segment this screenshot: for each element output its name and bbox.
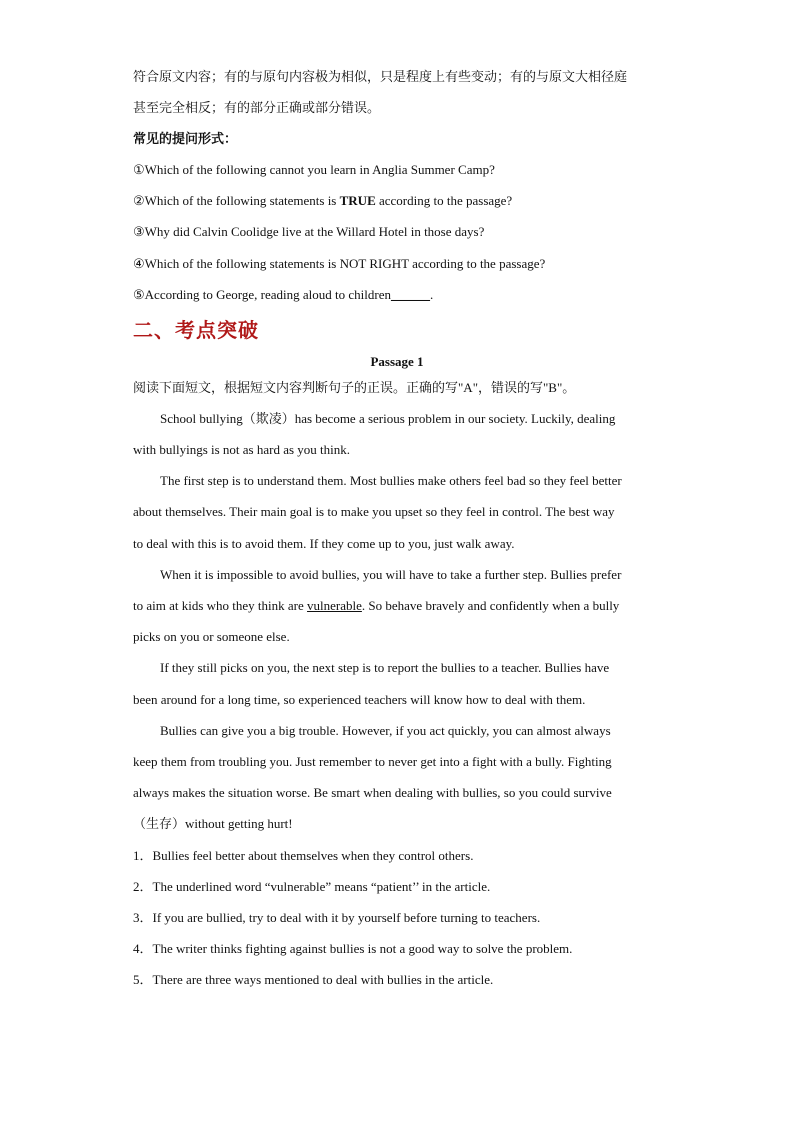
section-heading: 二、考点突破 <box>133 318 259 342</box>
passage-text: to aim at kids who they think are <box>133 598 304 613</box>
question-form-text: According to George, reading aloud to children <box>144 287 391 302</box>
passage-line: been around for a long time, so experienced teachers will know how to deal with them. <box>133 692 586 707</box>
question-form-5 <box>133 285 663 305</box>
passage-text: . So behave bravely and confidently when a bully <box>361 598 620 613</box>
statement-4: 4．The writer thinks fighting against bullies is not a good way to solve the problem. <box>133 941 573 956</box>
underlined-word-vulnerable: vulnerable <box>307 598 362 613</box>
passage-line <box>133 596 663 616</box>
question-form-text: Which of the following cannot you learn in Anglia Summer Camp? <box>144 162 495 177</box>
question-form-3 <box>133 222 663 242</box>
question-forms-title: 常见的提问形式： <box>133 131 238 146</box>
statement-3: 3．If you are bullied, try to deal with it by yourself before turning to teachers. <box>133 910 541 925</box>
question-form-mark: ④ <box>133 256 145 271</box>
statement-5: 5．There are three ways mentioned to deal with bullies in the article. <box>133 972 494 987</box>
question-form-mark: ② <box>133 193 145 208</box>
statement-2: 2．The underlined word “vulnerable” means “patient’’ in the article. <box>133 879 491 894</box>
question-form-2 <box>133 191 663 211</box>
passage-title: Passage 1 <box>370 354 424 369</box>
passage-line: picks on you or someone else. <box>133 629 290 644</box>
question-form-mark: ③ <box>133 224 145 239</box>
question-form-1 <box>133 160 663 180</box>
intro-line-2: 甚至完全相反；有的部分正确或部分错误。 <box>133 100 381 115</box>
passage-line: Bullies can give you a big trouble. However, if you act quickly, you can almost always <box>160 723 611 738</box>
question-form-text: Which of the following statements is NOT RIGHT according to the passage? <box>144 256 546 271</box>
question-form-mark: ① <box>133 162 145 177</box>
passage-line: always makes the situation worse. Be smart when dealing with bullies, so you could survive <box>133 785 612 800</box>
question-form-text: Which of the following statements is <box>144 193 340 208</box>
question-form-text: Why did Calvin Coolidge live at the Willard Hotel in those days? <box>144 224 485 239</box>
passage-line: （生存）without getting hurt! <box>133 816 293 831</box>
statement-1: 1．Bullies feel better about themselves when they control others. <box>133 848 474 863</box>
question-form-text-end: according to the passage? <box>375 193 513 208</box>
passage-line: with bullyings is not as hard as you think. <box>133 442 351 457</box>
question-form-mark: ⑤ <box>133 287 145 302</box>
intro-line-1: 符合原文内容；有的与原句内容极为相似，只是程度上有些变动；有的与原文大相径庭 <box>133 69 628 84</box>
passage-line: to deal with this is to avoid them. If they come up to you, just walk away. <box>133 536 515 551</box>
passage-line: The first step is to understand them. Most bullies make others feel bad so they feel better <box>160 473 622 488</box>
answer-blank: ______ <box>390 287 430 302</box>
passage-line: about themselves. Their main goal is to make you upset so they feel in control. The best way <box>133 504 615 519</box>
question-form-4 <box>133 254 663 274</box>
emphasis-true: TRUE <box>339 193 376 208</box>
passage-line: keep them from troubling you. Just remember to never get into a fight with a bully. Fighting <box>133 754 612 769</box>
question-form-end: . <box>429 287 434 302</box>
passage-line: School bullying（欺凌）has become a serious problem in our society. Luckily, dealing <box>160 411 616 426</box>
passage-line: When it is impossible to avoid bullies, you will have to take a further step. Bullies prefer <box>160 567 622 582</box>
passage-line: If they still picks on you, the next step is to report the bullies to a teacher. Bullies have <box>160 660 610 675</box>
passage-instruction: 阅读下面短文，根据短文内容判断句子的正误。正确的写"A"，错误的写"B"。 <box>133 380 576 395</box>
